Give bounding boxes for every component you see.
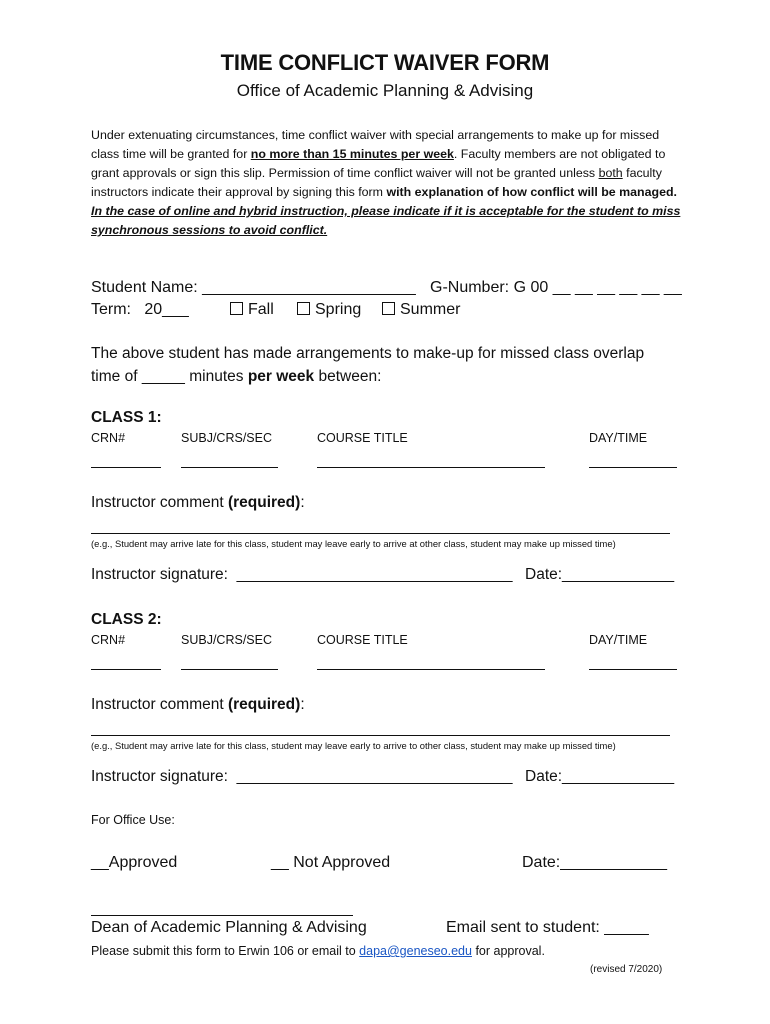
class-2-comment-label: Instructor comment (required): [91,696,305,713]
approved-field[interactable]: __Approved [91,854,178,871]
email-sent-field[interactable]: Email sent to student: _____ [446,919,649,936]
submit-instructions: Please submit this form to Erwin 106 or email to dapa@geneseo.edu for approval. [91,944,545,958]
class-2-course-blank[interactable] [317,669,545,670]
class-1-subj-blank[interactable] [181,467,278,468]
class-2-crn-header: CRN# [91,633,126,647]
class-2-subj-blank[interactable] [181,669,278,670]
dean-label: Dean of Academic Planning & Advising [91,919,367,936]
fall-checkbox[interactable] [230,302,243,315]
class-1-signature-field[interactable]: Instructor signature: ________________________________ [91,566,513,583]
form-subtitle: Office of Academic Planning & Advising [236,81,534,100]
class-1-day-header: DAY/TIME [589,431,648,445]
class-1-subj-header: SUBJ/CRS/SEC [181,431,272,445]
intro-paragraph: Under extenuating circumstances, time conflict waiver with special arrangements to make up for missed class time will be granted for no more than 15 minutes per week. Faculty members are not obligated to grant approvals or sign this slip. Permission of time conflict waiver will not be granted unless both faculty instructors indicate their approval by signing this form with explanation of how conflict will be managed. In the case of online and hybrid instruction, please indicate if it is acceptable for the student to miss synchronous sessions to avoid conflict. [91,128,681,237]
class-2-subj-header: SUBJ/CRS/SEC [181,633,272,647]
class-1-comment-blank[interactable] [91,533,670,534]
class-1-crn-header: CRN# [91,431,126,445]
student-name-field[interactable]: Student Name: ________________________ [91,279,416,296]
not-approved-field[interactable]: __ Not Approved [271,854,391,871]
term-field[interactable]: Term: 20___ [91,301,189,318]
email-link[interactable]: dapa@geneseo.edu [359,944,472,958]
arrangement-line-1: The above student has made arrangements to make-up for missed class overlap [91,345,645,362]
spring-checkbox[interactable] [297,302,310,315]
spring-option[interactable]: Spring [297,301,361,319]
class-1-comment-label: Instructor comment (required): [91,494,305,511]
arrangement-line-2: time of _____ minutes per week between: [91,368,382,385]
class-2-date-field[interactable]: Date:_____________ [525,768,675,785]
both-emphasis: both [598,166,623,180]
dean-signature-blank[interactable] [91,915,353,916]
online-instruction-note: In the case of online and hybrid instruction, please indicate if it is acceptable for the student to miss synchronous sessions to avoid conflict. [91,204,681,237]
class-2-day-blank[interactable] [589,669,677,670]
class-2-crn-blank[interactable] [91,669,161,670]
class-1-comment-example: (e.g., Student may arrive late for this class, student may leave early to arrive at other class, student may make up missed time) [91,538,616,549]
class-2-day-header: DAY/TIME [589,633,648,647]
office-use-label: For Office Use: [91,813,175,827]
class-2-course-header: COURSE TITLE [317,633,408,647]
office-date-field[interactable]: Date:____________ [522,854,668,871]
class-1-course-blank[interactable] [317,467,545,468]
class-1-day-blank[interactable] [589,467,677,468]
g-number-field[interactable]: G-Number: G 00 __ __ __ __ __ __ [430,279,682,296]
class-1-crn-blank[interactable] [91,467,161,468]
class-1-heading: CLASS 1: [91,409,162,426]
class-1-course-header: COURSE TITLE [317,431,408,445]
revised-note: (revised 7/2020) [590,964,663,975]
class-1-date-field[interactable]: Date:_____________ [525,566,675,583]
time-limit-emphasis: no more than 15 minutes per week [250,147,454,161]
form-title: TIME CONFLICT WAIVER FORM [220,50,550,75]
summer-checkbox[interactable] [382,302,395,315]
class-2-comment-example: (e.g., Student may arrive late for this class, student may leave early to arrive to other class, student may make up missed time) [91,740,616,751]
fall-option[interactable]: Fall [230,301,274,319]
class-2-heading: CLASS 2: [91,611,162,628]
class-2-signature-field[interactable]: Instructor signature: ________________________________ [91,768,513,785]
explanation-emphasis: with explanation of how conflict will be managed. [386,185,677,199]
summer-option[interactable]: Summer [382,301,460,319]
class-2-comment-blank[interactable] [91,735,670,736]
